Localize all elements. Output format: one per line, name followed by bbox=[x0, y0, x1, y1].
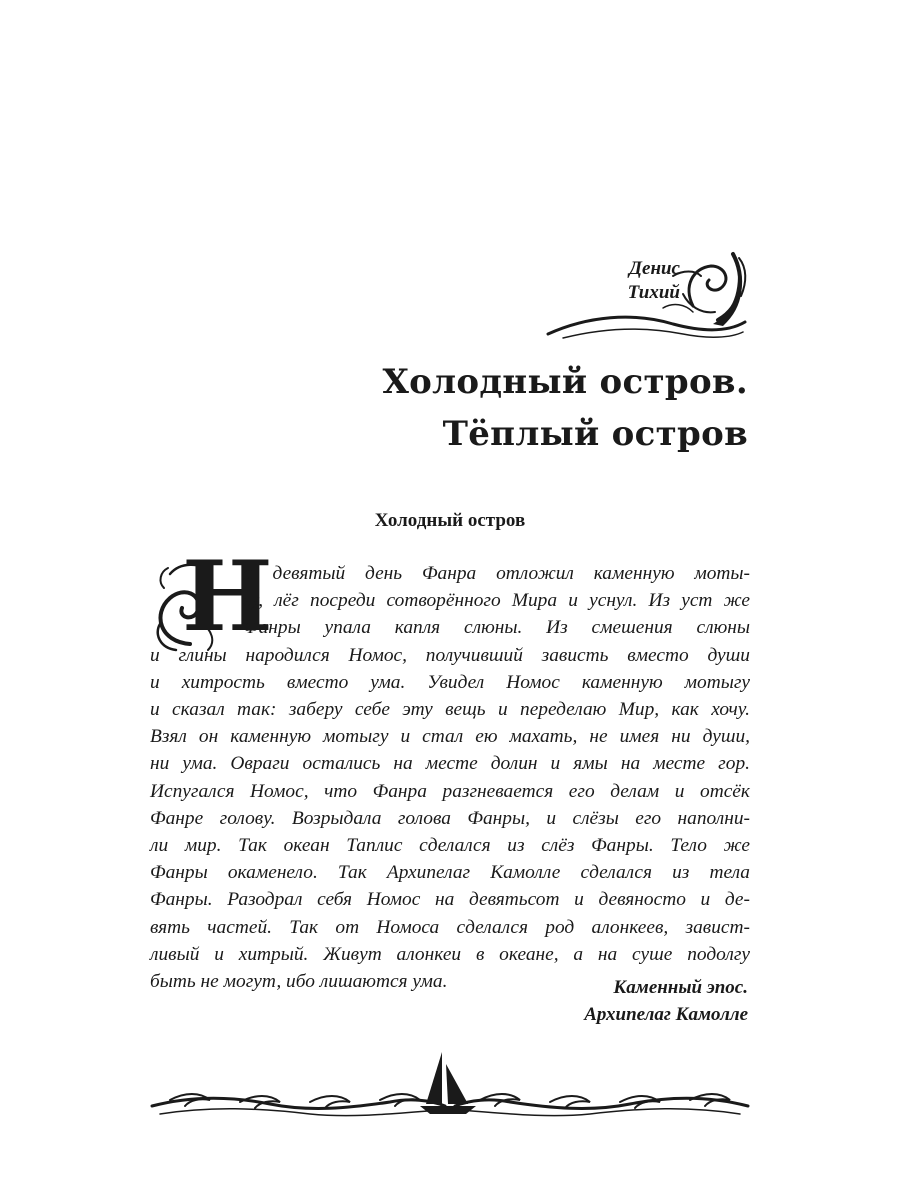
paragraph-line: Фанры упала капля слюны. Из смешения слюны bbox=[243, 617, 750, 639]
paragraph-line: ли мир. Так океан Таплис сделался из слёз Фанры. Тело же bbox=[150, 835, 750, 857]
author-last-name: Тихий bbox=[627, 282, 680, 303]
paragraph-line: а девятый день Фанра отложил каменную моты- bbox=[243, 563, 750, 584]
source-line-1: Каменный эпос. bbox=[613, 977, 748, 998]
paragraph-line: Испугался Номос, что Фанра разгневается его делам и отсёк bbox=[150, 780, 750, 802]
wave-icon bbox=[543, 246, 748, 346]
paragraph-line: и глины народился Номос, получивший зависть вместо души bbox=[150, 644, 750, 666]
paragraph-line: Фанры. Разодрал себя Номос на девятьсот и девяносто и де- bbox=[150, 889, 750, 911]
paragraph-line: ливый и хитрый. Живут алонкеи в океане, а на суше подолгу bbox=[150, 943, 750, 965]
section-heading: Холодный остров bbox=[374, 510, 526, 531]
paragraph-line: Фанры окаменело. Так Архипелаг Камолле сделался из тела bbox=[150, 862, 750, 884]
author-first-name: Денис bbox=[629, 258, 680, 279]
paragraph-line: быть не могут, ибо лишаются ума. bbox=[150, 971, 448, 993]
drop-cap-letter: Н bbox=[182, 540, 273, 653]
paragraph-line: гу, лёг посреди сотворённого Мира и уснул. Из уст же bbox=[243, 590, 750, 612]
story-title bbox=[188, 356, 748, 460]
paragraph-line: Взял он каменную мотыгу и стал ею махать, не имея ни души, bbox=[150, 726, 750, 748]
paragraph-line: вять частей. Так от Номоса сделался род алонкеев, завист- bbox=[150, 916, 750, 938]
title-line-2: Тёплый остров bbox=[442, 414, 748, 454]
title-line-1: Холодный остров. bbox=[382, 362, 748, 402]
paragraph-line: и сказал так: заберу себе эту вещь и переделаю Мир, как хочу. bbox=[150, 699, 750, 721]
paragraph-line: Фанре голову. Возрыдала голова Фанры, и слёзы его наполни- bbox=[150, 807, 750, 829]
story-paragraph bbox=[150, 560, 750, 995]
source-attribution bbox=[348, 974, 748, 1028]
source-line-2: Архипелаг Камолле bbox=[584, 1004, 748, 1025]
paragraph-line: и хитрость вместо ума. Увидел Номос каменную мотыгу bbox=[150, 671, 750, 693]
sailboat-waves-icon bbox=[150, 1048, 750, 1128]
paragraph-line: ни ума. Овраги остались на месте долин и ямы на месте гор. bbox=[150, 753, 750, 775]
